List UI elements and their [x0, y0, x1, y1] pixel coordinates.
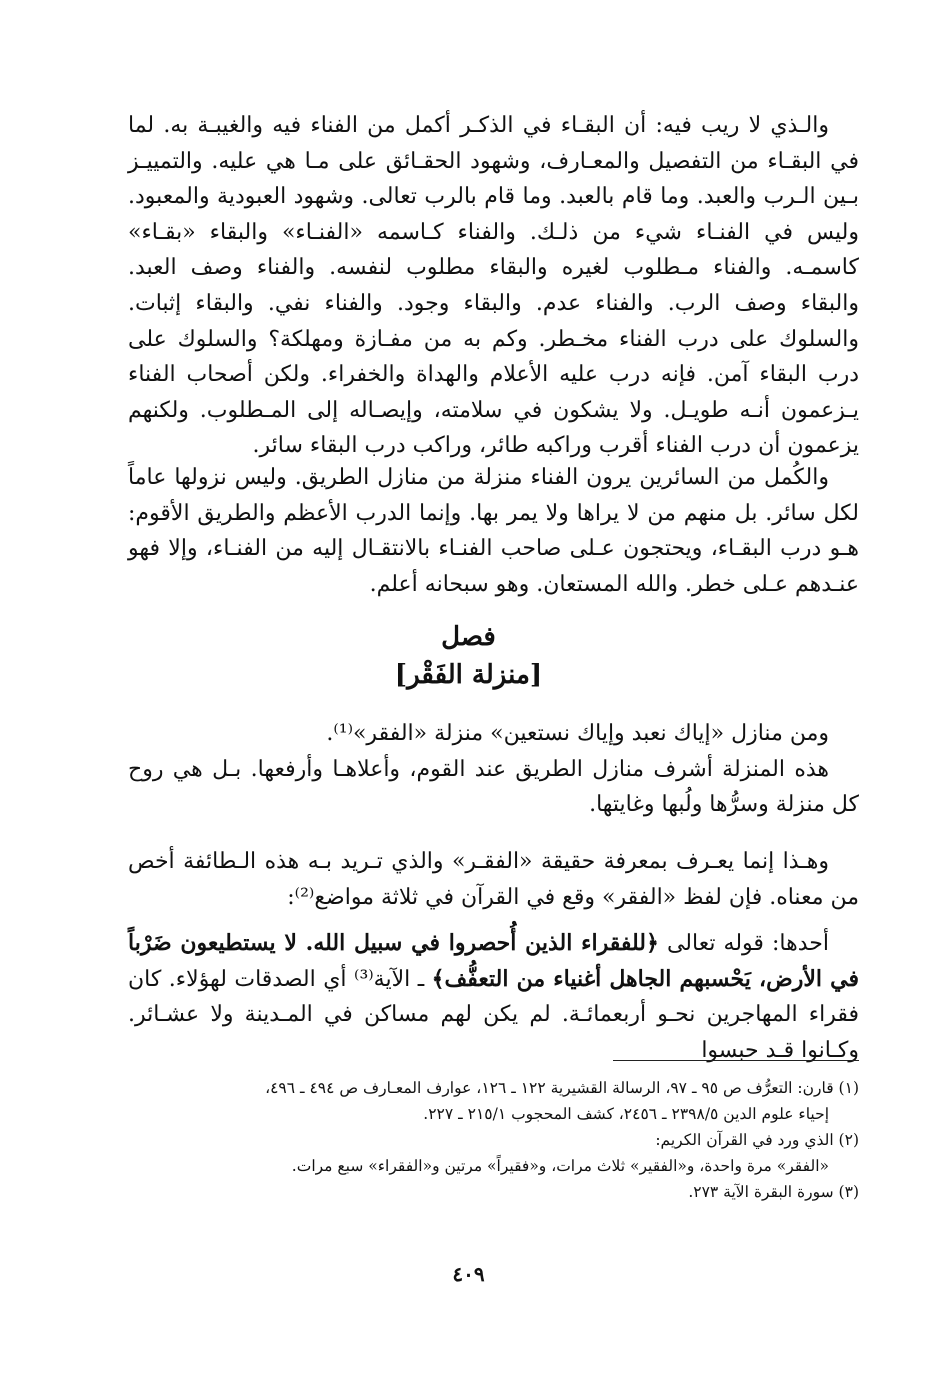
- quran-verse: ﴿للفقراء الذين أُحصروا في سبيل الله. لا يستطيعون ضَرْباً في الأرض، يَحْسبهم الجاهل أغنياء من التعفُّف﴾: [128, 930, 859, 992]
- paragraph-4: هذه المنزلة أشرف منازل الطريق عند القوم، وأعلاهـا وأرفعها. بـل هي روح كل منزلة وسرُّها ولُبها وغايتها.: [128, 756, 859, 818]
- footnote-1-line-2: إحياء علوم الدين ٢٣٩٨/٥ ـ ٢٤٥٦، كشف المحجوب ٢١٥/١ ـ ٢٢٧.: [423, 1105, 829, 1123]
- text-block-top: [128, 108, 859, 464]
- footnote-2-line-2: «الفقر» مرة واحدة، و«الفقير» ثلاث مرات، و«فقيراً» مرتين و«الفقراء» سبع مرات.: [291, 1157, 829, 1175]
- paragraph-3: ومن منازل «إياك نعبد وإياك نستعين» منزلة «الفقر»⁽¹⁾.: [326, 721, 829, 746]
- paragraph-5: وهـذا إنما يعـرف بمعرفة حقيقة «الفقـر» والذي تـريد بـه هذه الـطائفة أخص من معناه. فإن لفظ «الفقر» وقع في القرآن في ثلاثة مواضع⁽²⁾:: [128, 849, 859, 910]
- text-block-fourth: [128, 844, 859, 915]
- footnote-3: (٣) سورة البقرة الآية ٢٧٣.: [688, 1183, 859, 1201]
- section-title: [منزلة الفَقْر]: [394, 660, 543, 690]
- paragraph-6-rest: ـ الآية⁽³⁾ أي الصدقات لهؤلاء. كان فقراء المهاجرين نحـو أربعمائـة. لم يكن لهم مساكن في المـدينة ولا عشـائر. وكـانوا قـد حبسوا: [128, 966, 859, 1063]
- paragraph-2: والكُمل من السائرين يرون الفناء منزلة من منازل الطريق. وليس نزولها عاماً لكل سائر. بل منهم من لا يراها ولا يمر بها. وإنما الدرب الأعظم والطريق الأقوم: هـو درب البقـاء، ويحتجون عـلى صاحب الفنـاء بالانتقـال إليه من الفنـاء، وإلا فهو عنـدهم عـلى خطر. والله المستعان. وهو سبحانه أعلم.: [128, 465, 859, 597]
- text-block-fifth: [128, 926, 859, 1068]
- paragraph-1: والـذي لا ريب فيه: أن البقـاء في الذكـر أكمل من الفناء فيه والغيبـة به. لما في البقـاء من التفصيل والمعـارف، وشهود الحقـائق على مـا هي عليه. والتمييـز بـين الـرب والعبد. وما قام بالعبد. وما قام بالرب تعالى. وشهود العبودية والمعبود. وليس في الفنـاء شيء من ذلـك. والفناء كـاسمه «الفنـاء» والبقاء «بقـاء» كاسمـه. والفناء مـطلوب لغيره والبقاء مطلوب لنفسه. والفناء وصف العبد. والبقاء وصف الرب. والفناء عدم. والبقاء وجود. والفناء نفي. والبقاء إثبات. والسلوك على درب الفناء مخـطر. وكم به من مفـازة ومهلكة؟ والسلوك على درب البقاء آمن. فإنه درب عليه الأعلام والهداة والخفراء. ولكن أصحاب الفناء يـزعمون أنـه طويـل. ولا يشكون في سلامته، وإيصـاله إلى المـطلوب. ولكنهم يزعمون أن درب الفناء أقرب وراكبه طائر، وراكب درب البقاء سائر.: [128, 113, 859, 459]
- page-number: ٤٠٩: [452, 1262, 485, 1286]
- footnote-1-line-1: (١) قارن: التعرُّف ص ٩٥ ـ ٩٧، الرسالة القشيرية ١٢٢ ـ ١٢٦، عوارف المعـارف ص ٤٩٤ ـ ٤٩٦،: [265, 1079, 859, 1097]
- text-block-intro: [128, 716, 859, 823]
- text-block-second: [128, 460, 859, 602]
- section-label: فصل: [441, 622, 496, 652]
- footnote-2-line-1: (٢) الذي ورد في القرآن الكريم:: [655, 1131, 859, 1149]
- paragraph-6: [128, 926, 859, 1068]
- paragraph-6-start: أحدها: قوله تعالى: [658, 931, 829, 956]
- footnotes: [128, 1075, 859, 1205]
- footnote-divider: [613, 1060, 859, 1061]
